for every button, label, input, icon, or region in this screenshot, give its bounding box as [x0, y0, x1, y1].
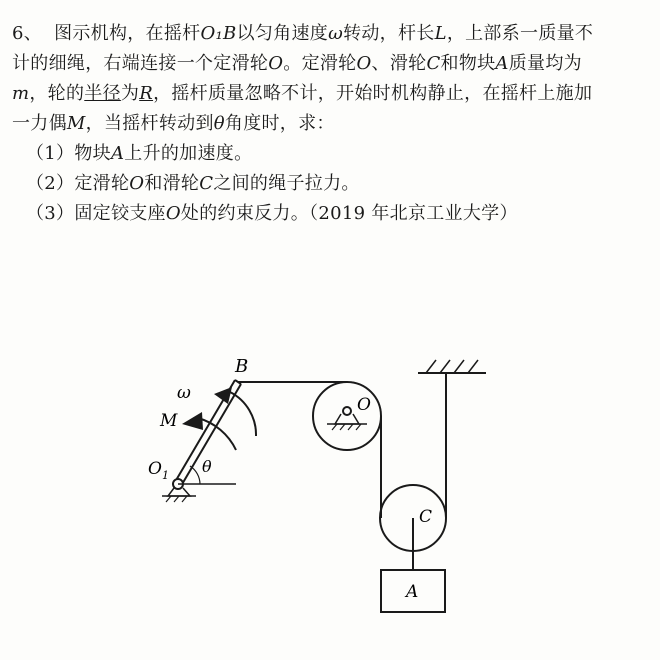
label-B: B	[235, 356, 249, 377]
label-O: O	[357, 395, 371, 415]
text-segment: 上升的加速度。	[124, 143, 253, 164]
var-A: A	[110, 143, 125, 164]
label-M: M	[160, 411, 178, 431]
text-segment: 以匀角速度	[236, 23, 329, 44]
text-segment: 转动，杆长	[343, 23, 435, 44]
text-segment: （3）固定铰支座	[26, 203, 166, 224]
var-O: O	[165, 203, 181, 224]
text-segment: 之间的绳子拉力。	[213, 173, 360, 194]
text-segment: 、滑轮	[371, 53, 427, 74]
text-segment: （2）定滑轮	[26, 173, 130, 194]
text-segment: 一力偶	[12, 113, 67, 134]
label-O1: $O_1$	[148, 459, 169, 482]
text-segment: 和物块	[440, 53, 496, 74]
var-M: M	[66, 113, 86, 134]
var-C: C	[426, 53, 441, 74]
pulley-O-hatch	[332, 424, 361, 430]
omega-arc	[230, 392, 256, 436]
label-omega: ω	[177, 383, 191, 403]
text-segment: ，摇杆质量忽略不计，开始时机构静止，在摇杆上施加	[153, 83, 593, 104]
var-O1B: O₁B	[200, 23, 237, 44]
underlined-text: 半径	[84, 83, 121, 104]
text-segment: 为	[120, 83, 140, 104]
text-segment: ，轮的	[29, 83, 85, 104]
var-O: O	[268, 53, 284, 74]
text-segment: ，当摇杆转动到	[85, 113, 214, 134]
label-theta: θ	[202, 457, 212, 476]
var-R: R	[139, 83, 154, 104]
text-segment: 和滑轮	[144, 173, 200, 194]
text-segment: 图示机构，在摇杆	[54, 23, 201, 44]
text-segment: 处的约束反力。（2019 年北京工业大学）	[180, 203, 518, 224]
pin-O1-hatch	[166, 496, 187, 502]
var-C: C	[199, 173, 214, 194]
text-segment: （1）物块	[26, 143, 111, 164]
var-O: O	[356, 53, 372, 74]
text-segment: 角度时，求：	[224, 113, 335, 134]
var-O: O	[129, 173, 145, 194]
question-number: 6、	[12, 23, 43, 44]
moment-M-arrow-head	[182, 412, 203, 430]
var-omega: ω	[328, 23, 344, 44]
var-L: L	[434, 23, 447, 44]
ceiling-hatch	[426, 360, 478, 373]
text-segment: 。定滑轮	[283, 53, 357, 74]
pulley-O-hub	[343, 407, 351, 415]
label-C: C	[419, 507, 433, 527]
text-segment: ，上部系一质量不	[446, 23, 594, 44]
var-A: A	[495, 53, 509, 74]
var-theta: θ	[213, 113, 225, 134]
text-segment: 质量均为	[508, 53, 582, 74]
var-m: m	[12, 83, 30, 104]
text-segment: 计的细绳，右端连接一个定滑轮	[12, 53, 269, 74]
label-A: A	[406, 582, 419, 602]
